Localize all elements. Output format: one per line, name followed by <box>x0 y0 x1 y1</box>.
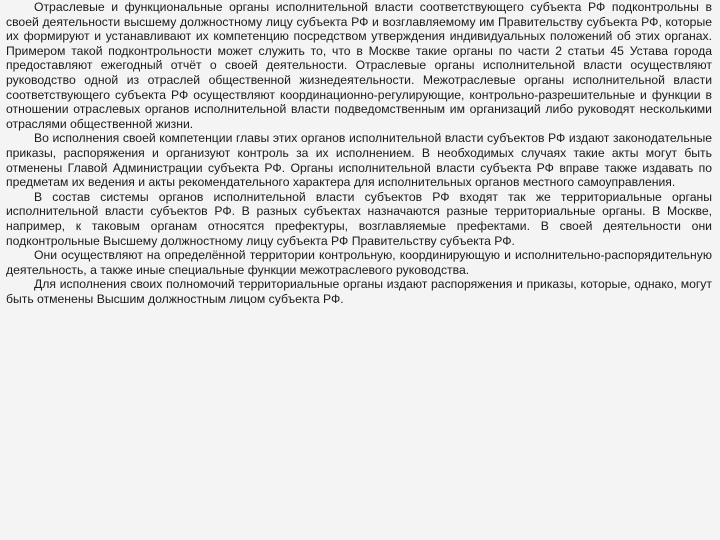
paragraph-5: Для исполнения своих полномочий территориальные органы издают распоряжения и приказы, которые, однако, могут быть отменены Высшим должностным лицом субъекта РФ. <box>6 277 712 306</box>
document-body <box>6 0 712 306</box>
paragraph-1: Отраслевые и функциональные органы исполнительной власти соответствующего субъекта РФ подконтрольны в своей деятельности высшему должностному лицу субъекта РФ и возглавляемому им Правительству субъекта РФ, которые их формируют и устанавливают их компетенцию посредством утверждения индивидуальных положений об этих органах. Примером такой подконтрольности может служить то, что в Москве такие органы по части 2 статьи 45 Устава города предоставляют ежегодный отчёт о своей деятельности. Отраслевые органы исполнительной власти осуществляют руководство одной из отраслей общественной жизнедеятельности. Межотраслевые органы исполнительной власти соответствующего субъекта РФ осуществляют координационно-регулирующие, контрольно-разрешительные и функции в отношении отраслевых органов исполнительной власти подведомственным им организаций либо руководят несколькими отраслями общественной жизни. <box>6 0 712 131</box>
paragraph-4: Они осуществляют на определённой территории контрольную, координирующую и исполнительно-распорядительную деятельность, а также иные специальные функции межотраслевого руководства. <box>6 248 712 277</box>
paragraph-3: В состав системы органов исполнительной власти субъектов РФ входят так же территориальные органы исполнительной власти субъектов РФ. В разных субъектах назначаются разные территориальные органы. В Москве, например, к таковым органам относятся префектуры, возглавляемые префектами. В своей деятельности они подконтрольные Высшему должностному лицу субъекта РФ Правительству субъекта РФ. <box>6 189 712 248</box>
paragraph-2: Во исполнения своей компетенции главы этих органов исполнительной власти субъектов РФ издают законодательные приказы, распоряжения и организуют контроль за их исполнением. В необходимых случаях такие акты могут быть отменены Главой Администрации субъекта РФ. Органы исполнительной власти субъекта РФ вправе также издавать по предметам их ведения и акты рекомендательного характера для исполнительных органов местного самоуправления. <box>6 131 712 190</box>
